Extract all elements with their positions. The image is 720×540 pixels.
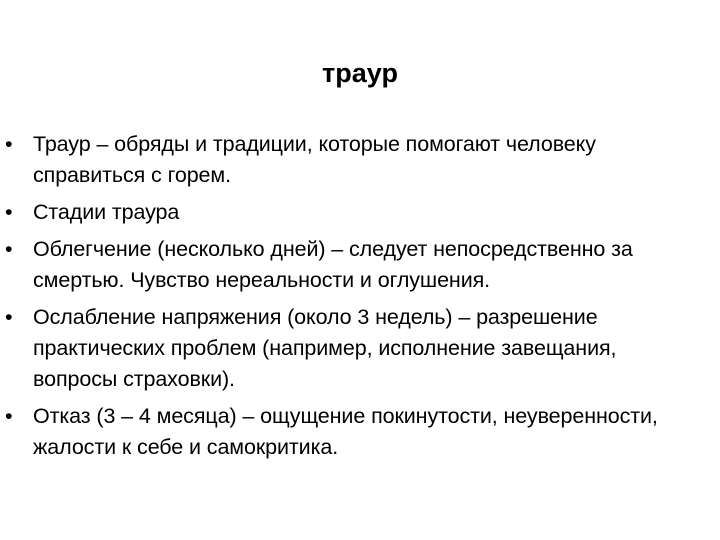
- bullet-list: [0, 129, 720, 469]
- bullet-text: Отказ (3 – 4 месяца) – ощущение покинутости, неуверенности, жалости к себе и самокритика.: [33, 404, 658, 459]
- bullet-icon: •: [5, 132, 13, 156]
- list-item: [0, 234, 720, 296]
- list-item: [0, 302, 720, 395]
- slide-title: траур: [322, 58, 398, 88]
- list-item: [0, 401, 720, 463]
- list-item: [0, 129, 720, 191]
- list-item: [0, 197, 720, 228]
- bullet-text: Облегчение (несколько дней) – следует непосредственно за смертью. Чувство нереальности и оглушения.: [33, 237, 633, 292]
- bullet-icon: •: [5, 237, 13, 261]
- bullet-icon: •: [5, 305, 13, 329]
- bullet-icon: •: [5, 404, 13, 428]
- bullet-text: Ослабление напряжения (около 3 недель) – разрешение практических проблем (например, исполнение завещания, вопросы страховки).: [33, 305, 617, 391]
- bullet-text: Траур – обряды и традиции, которые помогают человеку справиться с горем.: [33, 132, 596, 187]
- bullet-text: Стадии траура: [33, 200, 180, 224]
- bullet-icon: •: [5, 200, 13, 224]
